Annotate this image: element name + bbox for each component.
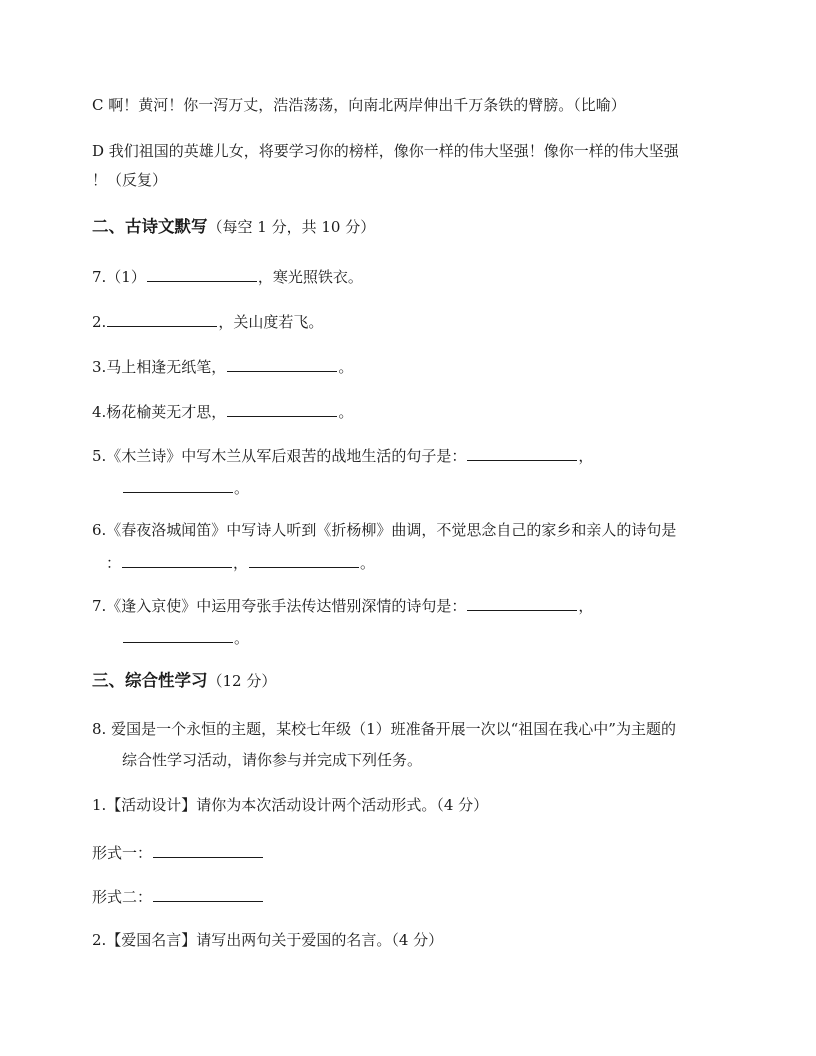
answer-blank[interactable] (123, 476, 233, 493)
q2-prefix: 2. (92, 313, 107, 331)
q4-suffix: 。 (338, 403, 354, 421)
answer-blank[interactable] (467, 594, 577, 611)
q6-text: 6.《春夜洛城闻笛》中写诗人听到《折杨柳》曲调，不觉思念自己的家乡和亲人的诗句是 (92, 521, 677, 539)
answer-blank[interactable] (227, 355, 337, 372)
question-5-cont (122, 476, 249, 498)
option-c (92, 95, 626, 115)
q6-end: 。 (360, 554, 376, 572)
answer-blank[interactable] (123, 626, 233, 643)
option-d-line-1 (92, 141, 679, 161)
q4-prefix: 4.杨花榆荚无才思， (92, 403, 227, 421)
answer-blank[interactable] (147, 265, 257, 282)
q5-end: 。 (234, 479, 250, 497)
section-2-title: 二、古诗文默写 (92, 217, 208, 236)
answer-blank[interactable] (227, 400, 337, 417)
section-2-heading (92, 217, 375, 237)
q5-comma: ， (578, 447, 594, 465)
section-2-score-note: （每空 1 分，共 10 分） (207, 218, 376, 236)
section-3-heading (92, 671, 276, 691)
option-c-text: C 啊！黄河！你一泻万丈，浩浩荡荡，向南北两岸伸出千万条铁的臂膀。（比喻） (92, 96, 626, 114)
answer-blank[interactable] (122, 551, 232, 568)
q3-prefix: 3.马上相逢无纸笔， (92, 358, 227, 376)
q8-text: 8. 爱国是一个永恒的主题，某校七年级（1）班准备开展一次以“祖国在我心中”为主题的 (92, 720, 676, 738)
q7b-prefix: 7.《逢入京使》中运用夸张手法传达惜别深情的诗句是： (92, 597, 467, 615)
q2-suffix: ，关山度若飞。 (218, 313, 324, 331)
answer-blank[interactable] (153, 885, 263, 902)
q6-colon: ： (106, 554, 122, 572)
q6-comma: ， (233, 554, 249, 572)
task-2-text: 2.【爱国名言】请写出两句关于爱国的名言。（4 分） (92, 931, 444, 949)
question-6-cont (106, 551, 375, 573)
section-3-title: 三、综合性学习 (92, 671, 208, 690)
q7b-end: 。 (234, 629, 250, 647)
section-3-score-note: （12 分） (207, 672, 277, 690)
question-7-1 (92, 265, 363, 287)
question-2 (92, 310, 323, 332)
question-8-line-2 (122, 750, 422, 770)
question-5 (92, 444, 593, 466)
question-6 (92, 520, 676, 540)
answer-blank[interactable] (153, 841, 263, 858)
task-1 (92, 795, 488, 815)
task-1-text: 1.【活动设计】请你为本次活动设计两个活动形式。（4 分） (92, 796, 489, 814)
question-7b (92, 594, 593, 616)
form-2-label: 形式二： (92, 888, 153, 906)
q7-1-suffix: ，寒光照铁衣。 (257, 268, 363, 286)
option-d-line-2 (92, 170, 167, 190)
question-3 (92, 355, 353, 377)
q7b-comma: ， (578, 597, 594, 615)
form-2 (92, 885, 264, 907)
question-7b-cont (122, 626, 249, 648)
question-8-line-1 (92, 719, 676, 739)
question-4 (92, 400, 353, 422)
task-2 (92, 930, 443, 950)
q3-suffix: 。 (338, 358, 354, 376)
q5-prefix: 5.《木兰诗》中写木兰从军后艰苦的战地生活的句子是： (92, 447, 467, 465)
q7-1-prefix: 7.（1） (92, 268, 146, 286)
form-1 (92, 841, 264, 863)
form-1-label: 形式一： (92, 844, 153, 862)
option-d-text: D 我们祖国的英雄儿女，将要学习你的榜样，像你一样的伟大坚强！像你一样的伟大坚强 (92, 142, 679, 160)
option-d-text-cont: ！（反复） (92, 171, 168, 189)
answer-blank[interactable] (467, 444, 577, 461)
q8-text-cont: 综合性学习活动，请你参与并完成下列任务。 (122, 751, 423, 769)
answer-blank[interactable] (249, 551, 359, 568)
answer-blank[interactable] (107, 310, 217, 327)
